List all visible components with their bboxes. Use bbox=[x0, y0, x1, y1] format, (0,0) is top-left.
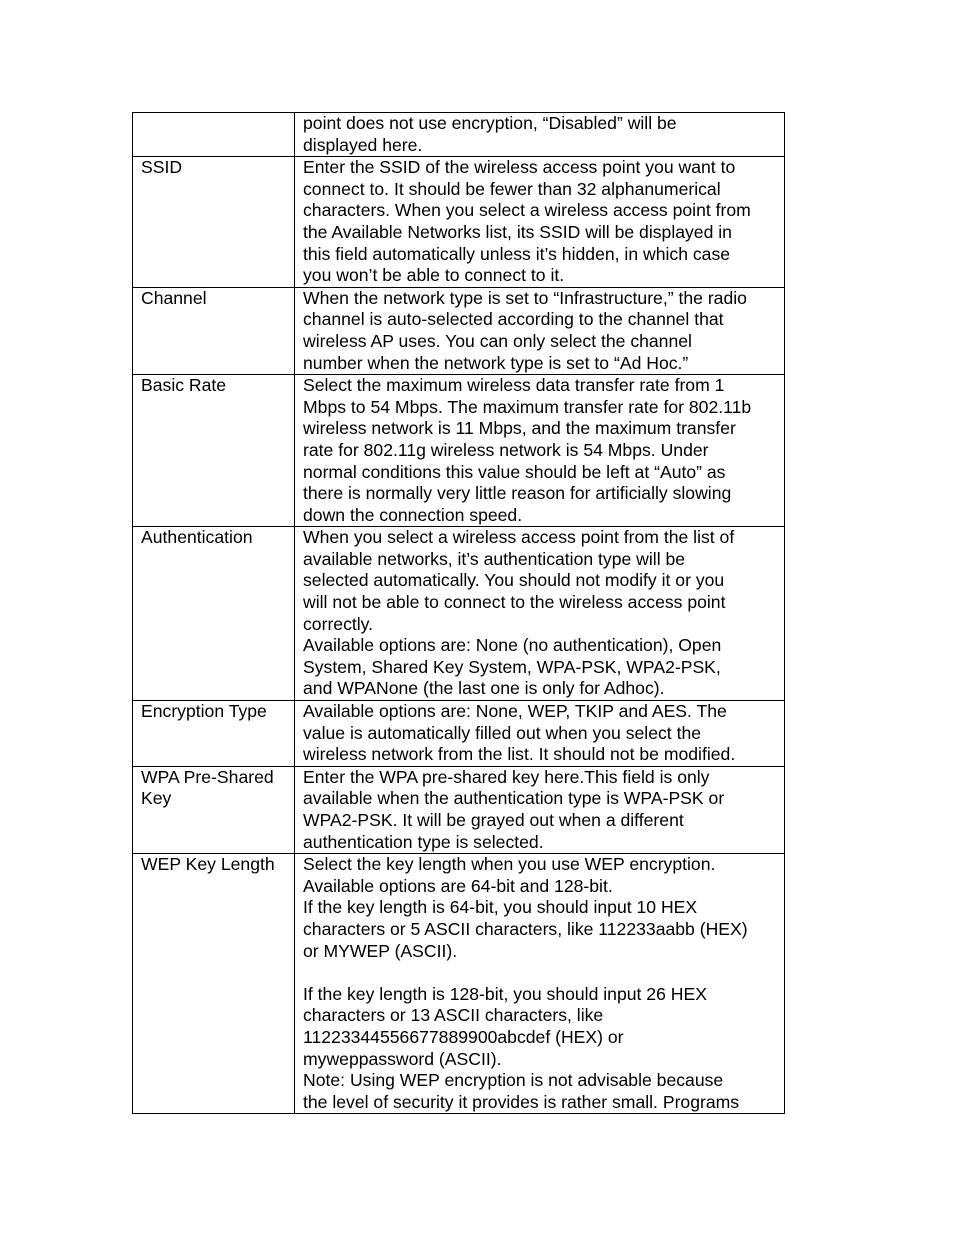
description-line: this field automatically unless it’s hidden, in which case bbox=[303, 243, 731, 264]
field-name-line: Key bbox=[141, 788, 172, 809]
description-line: connect to. It should be fewer than 32 alphanumerical bbox=[303, 178, 721, 199]
description-line: the Available Networks list, its SSID will be displayed in bbox=[303, 221, 732, 242]
description-line: System, Shared Key System, WPA-PSK, WPA2-PSK, bbox=[303, 656, 721, 677]
description-line: When the network type is set to “Infrastructure,” the radio bbox=[303, 287, 747, 308]
table-body bbox=[133, 113, 785, 1114]
field-description-cell bbox=[295, 113, 785, 157]
description-line: If the key length is 128-bit, you should input 26 HEX bbox=[303, 983, 707, 1004]
field-name-cell bbox=[133, 113, 295, 157]
description-line: you won’t be able to connect to it. bbox=[303, 265, 565, 286]
field-name-cell bbox=[133, 527, 295, 701]
field-name-line: Basic Rate bbox=[141, 375, 227, 396]
description-line: value is automatically filled out when you select the bbox=[303, 722, 702, 743]
description-line: Available options are: None, WEP, TKIP and AES. The bbox=[303, 701, 727, 722]
description-line: Note: Using WEP encryption is not advisable because bbox=[303, 1070, 724, 1091]
description-line: 11223344556677889900abcdef (HEX) or bbox=[303, 1026, 624, 1047]
table-row bbox=[133, 527, 785, 701]
description-line: Select the maximum wireless data transfer rate from 1 bbox=[303, 375, 725, 396]
description-line: normal conditions this value should be left at “Auto” as bbox=[303, 461, 726, 482]
description-line: Mbps to 54 Mbps. The maximum transfer rate for 802.11b bbox=[303, 396, 752, 417]
field-name-cell bbox=[133, 287, 295, 374]
settings-description-table bbox=[132, 112, 785, 1114]
description-line: myweppassword (ASCII). bbox=[303, 1048, 502, 1069]
field-description-cell bbox=[295, 157, 785, 288]
field-name-cell bbox=[133, 157, 295, 288]
description-line: will not be able to connect to the wireless access point bbox=[303, 592, 726, 613]
field-name-line: Encryption Type bbox=[141, 701, 267, 722]
description-line: Select the key length when you use WEP encryption. bbox=[303, 854, 716, 875]
field-name-line: WPA Pre-Shared bbox=[141, 766, 274, 787]
description-line: or MYWEP (ASCII). bbox=[303, 940, 458, 961]
description-line: If the key length is 64-bit, you should input 10 HEX bbox=[303, 897, 698, 918]
field-name-line: Authentication bbox=[141, 527, 253, 548]
description-line: wireless AP uses. You can only select the channel bbox=[303, 330, 692, 351]
table-row bbox=[133, 766, 785, 853]
description-line: authentication type is selected. bbox=[303, 831, 544, 852]
description-line: WPA2-PSK. It will be grayed out when a different bbox=[303, 810, 684, 830]
description-line: Available options are 64-bit and 128-bit. bbox=[303, 875, 613, 896]
table-row bbox=[133, 157, 785, 288]
description-line: wireless network from the list. It should not be modified. bbox=[303, 744, 736, 765]
table-row bbox=[133, 287, 785, 374]
description-line: displayed here. bbox=[303, 134, 423, 155]
description-line: channel is auto-selected according to the channel that bbox=[303, 309, 724, 330]
description-line: there is normally very little reason for artificially slowing bbox=[303, 483, 732, 504]
description-line: Available options are: None (no authentication), Open bbox=[303, 635, 722, 656]
table-row bbox=[133, 854, 785, 1114]
description-line: When you select a wireless access point from the list of bbox=[303, 527, 735, 548]
description-line: Enter the WPA pre-shared key here.This field is only bbox=[303, 766, 710, 787]
table-row bbox=[133, 113, 785, 157]
field-description-cell bbox=[295, 527, 785, 701]
description-line: selected automatically. You should not modify it or you bbox=[303, 570, 725, 591]
description-line: characters or 13 ASCII characters, like bbox=[303, 1005, 604, 1026]
field-name-cell bbox=[133, 854, 295, 1114]
table-row bbox=[133, 375, 785, 527]
field-description-cell bbox=[295, 701, 785, 767]
description-line: wireless network is 11 Mbps, and the maximum transfer bbox=[303, 418, 736, 439]
description-line: down the connection speed. bbox=[303, 504, 523, 525]
description-line: correctly. bbox=[303, 613, 374, 634]
description-line: Enter the SSID of the wireless access point you want to bbox=[303, 157, 736, 178]
field-name-line: SSID bbox=[141, 157, 183, 178]
field-name-cell bbox=[133, 766, 295, 853]
field-name-line: Channel bbox=[141, 287, 207, 308]
table-row bbox=[133, 701, 785, 767]
description-line: rate for 802.11g wireless network is 54 Mbps. Under bbox=[303, 439, 709, 460]
field-name-cell bbox=[133, 701, 295, 767]
field-description-cell bbox=[295, 854, 785, 1114]
description-line: characters. When you select a wireless access point from bbox=[303, 200, 751, 221]
description-line: number when the network type is set to “Ad Hoc.” bbox=[303, 352, 689, 373]
description-line: point does not use encryption, “Disabled” will be bbox=[303, 113, 677, 133]
field-description-cell bbox=[295, 375, 785, 527]
field-name-cell bbox=[133, 375, 295, 527]
description-line bbox=[303, 962, 782, 984]
description-line: and WPANone (the last one is only for Adhoc). bbox=[303, 678, 665, 699]
description-line: available networks, it’s authentication type will be bbox=[303, 548, 686, 569]
field-description-cell bbox=[295, 766, 785, 853]
field-name-line: WEP Key Length bbox=[141, 854, 275, 875]
field-description-cell bbox=[295, 287, 785, 374]
description-line: characters or 5 ASCII characters, like 112233aabb (HEX) bbox=[303, 918, 748, 939]
description-line: the level of security it provides is rather small. Programs bbox=[303, 1091, 740, 1112]
description-line: available when the authentication type is WPA-PSK or bbox=[303, 788, 725, 809]
